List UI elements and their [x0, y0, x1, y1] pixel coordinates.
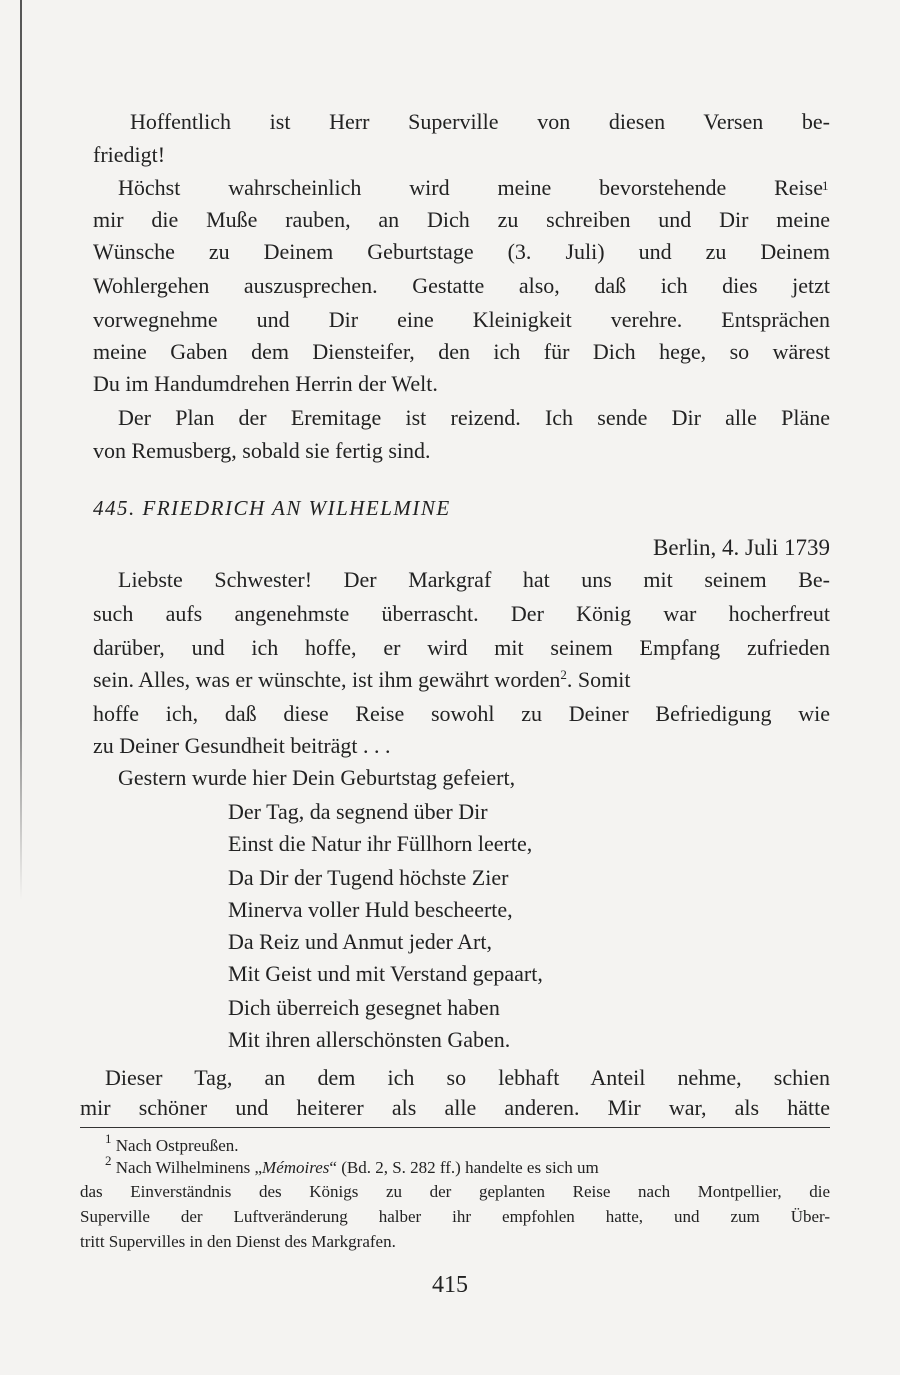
- body-line: Wohlergehen auszusprechen. Gestatte also, daß ich dies jetzt: [93, 273, 830, 298]
- verse-line: Da Reiz und Anmut jeder Art,: [228, 929, 492, 954]
- body-line: Wünsche zu Deinem Geburtstage (3. Juli) und zu Deinem: [93, 239, 830, 264]
- body-line: mir schöner und heiterer als alle anderen. Mir war, als hätte: [80, 1095, 830, 1120]
- body-line: Liebste Schwester! Der Markgraf hat uns mit seinem Be-: [118, 567, 830, 592]
- verse-line: Dich überreich gesegnet haben: [228, 995, 500, 1020]
- body-line: von Remusberg, sobald sie fertig sind.: [93, 438, 431, 463]
- scan-edge: [20, 0, 22, 900]
- body-line: [93, 665, 830, 695]
- footnote-line: das Einverständnis des Königs zu der geplanten Reise nach Montpellier, die: [80, 1182, 830, 1201]
- verse-line: Da Dir der Tugend höchste Zier: [228, 865, 509, 890]
- body-line: vorwegnehme und Dir eine Kleinigkeit verehre. Entsprächen: [93, 307, 830, 332]
- footnote-italic: Mémoires: [262, 1158, 330, 1177]
- body-line: meine Gaben dem Diensteifer, den ich für Dich hege, so wärest: [93, 339, 830, 364]
- footnote-line: tritt Supervilles in den Dienst des Markgrafen.: [80, 1232, 396, 1251]
- page-number: 415: [432, 1272, 468, 1298]
- footnote-text: Nach Ostpreußen.: [115, 1136, 239, 1155]
- body-line: Der Plan der Eremitage ist reizend. Ich sende Dir alle Pläne: [118, 405, 830, 430]
- verse-line: Der Tag, da segnend über Dir: [228, 799, 488, 824]
- verse-line: Mit Geist und mit Verstand gepaart,: [228, 961, 543, 986]
- footnote-ref: 2: [560, 667, 567, 682]
- body-line: [93, 173, 823, 203]
- footnote-1: [105, 1131, 239, 1158]
- body-line: Dieser Tag, an dem ich so lebhaft Anteil nehme, schien: [105, 1065, 830, 1090]
- verse-line: Einst die Natur ihr Füllhorn leerte,: [228, 831, 533, 856]
- body-line: hoffe ich, daß diese Reise sowohl zu Deiner Befriedigung wie: [93, 701, 830, 726]
- footnote-2: [105, 1153, 830, 1180]
- body-line: Du im Handumdrehen Herrin der Welt.: [93, 371, 438, 396]
- body-line: Gestern wurde hier Dein Geburtstag gefeiert,: [118, 765, 516, 790]
- footnote-text: [105, 1153, 599, 1180]
- footnote-text: Nach Wilhelminens „: [115, 1158, 263, 1177]
- footnote-rule: [80, 1127, 830, 1128]
- body-line: friedigt!: [93, 142, 166, 167]
- body-line: darüber, und ich hoffe, er wird mit seinem Empfang zufrieden: [93, 635, 830, 660]
- body-line: mir die Muße rauben, an Dich zu schreiben und Dir meine: [93, 207, 830, 232]
- footnote-text: “ (Bd. 2, S. 282 ff.) handelte es sich um: [329, 1158, 599, 1177]
- footnote-line: Superville der Luftveränderung halber ihr empfohlen hatte, und zum Über-: [80, 1207, 830, 1226]
- body-line: zu Deiner Gesundheit beiträgt . . .: [93, 733, 391, 758]
- body-line: such aufs angenehmste überrascht. Der König war hocherfreut: [93, 601, 830, 626]
- body-text: . Somit: [566, 667, 631, 692]
- footnote-number: 1: [105, 1131, 112, 1146]
- dateline: Berlin, 4. Juli 1739: [653, 535, 830, 560]
- letter-heading: 445. FRIEDRICH AN WILHELMINE: [93, 496, 451, 520]
- verse-line: Minerva voller Huld bescheerte,: [228, 897, 513, 922]
- footnote-number: 2: [105, 1153, 112, 1168]
- body-text: sein. Alles, was er wünschte, ist ihm gewährt worden: [93, 667, 561, 692]
- verse-line: Mit ihren allerschönsten Gaben.: [228, 1027, 511, 1052]
- body-line: Hoffentlich ist Herr Superville von diesen Versen be-: [130, 109, 830, 134]
- body-text: [93, 665, 630, 695]
- body-text: Höchst wahrscheinlich wird meine bevorstehende Reise: [118, 175, 823, 200]
